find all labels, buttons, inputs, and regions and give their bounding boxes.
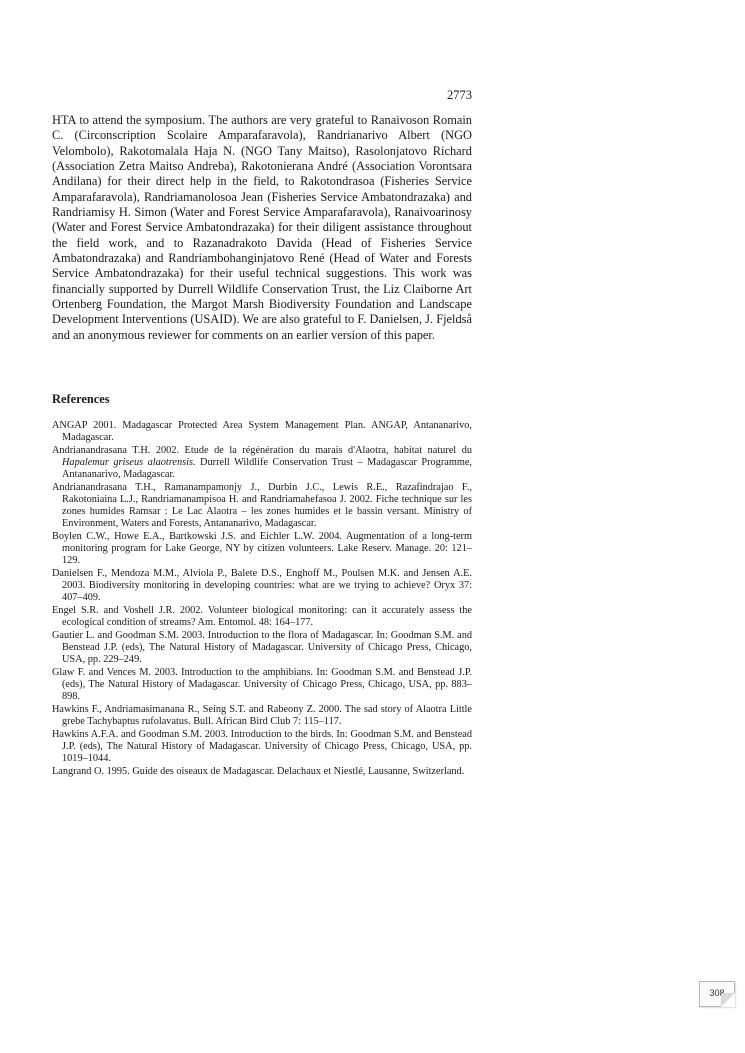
reference-text: Durrell Wildlife Conservation Trust – Madagascar Programme, Antananarivo, Madagascar. — [62, 456, 472, 480]
folio-page-tag: 308 — [699, 981, 735, 1007]
reference-item-langrand-1995: Langrand O. 1995. Guide des oiseaux de Madagascar. Delachaux et Niestlé, Lausanne, Switzerland. — [52, 766, 465, 778]
references-heading: References — [52, 392, 110, 406]
reference-item-boylen-2004: Boylen C.W., Howe E.A., Bartkowski J.S. and Eichler L.W. 2004. Augmentation of a long-term monitoring program for Lake George, NY by citizen volunteers. Lake Reserv. Manage. 20: 121–129. — [52, 530, 472, 566]
reference-item-andrianandrasana-2002a — [52, 445, 472, 480]
page-number: 2773 — [447, 88, 472, 102]
reference-item-danielsen-2003: Danielsen F., Mendoza M.M., Alviola P., Balete D.S., Enghoff M., Poulsen M.K. and Jensen A.E. 2003. Biodiversity monitoring in developing countries: what are we trying to achieve? Oryx 37: 407–409. — [52, 567, 472, 603]
reference-item-hawkins-2003: Hawkins A.F.A. and Goodman S.M. 2003. Introduction to the birds. In: Goodman S.M. and Benstead J.P. (eds), The Natural History of Madagascar. University of Chicago Press, Chicago, USA, pp. 1019–1044. — [52, 729, 472, 764]
acknowledgements-paragraph: HTA to attend the symposium. The authors are very grateful to Ranaivoson Romain C. (Circonscription Scolaire Amparafaravola), Randrianarivo Albert (NGO Velombolo), Rakotomalala Haja N. (NGO Tany Maitso), Rasolonjatovo Richard (Association Zetra Maitso Andreba), Rakotonierana André (Association Vorontsara Andilana) for their direct help in the field, to Rakotondrasoa (Fisheries Service Amparafaravola), Randriamanolosoa Jean (Fisheries Service Ambatondrazaka) and Randriamisy H. Simon (Water and Forest Service Amparafaravola), Ranaivoarinosy (Water and Forest Service Ambatondrazaka) for their diligent assistance throughout the field work, and to Razanadrakoto Davida (Head of Fisheries Service Ambatondrazaka) and Randriambohanginjatovo René (Head of Water and Forests Service Ambatondrazaka) for their useful technical suggestions. This work was financially supported by Durrell Wildlife Conservation Trust, the Liz Claiborne Art Ortenberg Foundation, the Margot Marsh Biodiversity Foundation and Landscape Development Interventions (USAID). We are also grateful to F. Danielsen, J. Fjeldså and an anonymous reviewer for comments on an earlier version of this paper. — [52, 113, 472, 342]
reference-item-engel-2002: Engel S.R. and Voshell J.R. 2002. Volunteer biological monitoring: can it accurately assess the ecological condition of streams? Am. Entomol. 48: 164–177. — [52, 604, 472, 628]
reference-text: Andrianandrasana T.H. 2002. Etude de la régénération du marais d'Alaotra, habitat naturel du — [52, 445, 472, 457]
reference-list — [52, 420, 472, 780]
reference-item-angap-2001: ANGAP 2001. Madagascar Protected Area System Management Plan. ANGAP, Antananarivo, Madagascar. — [52, 420, 472, 443]
reference-item-hawkins-2000: Hawkins F., Andriamasimanana R., Seing S.T. and Rabeony Z. 2000. The sad story of Alaotra Little grebe Tachybaptus rufolavatus. Bull. African Bird Club 7: 115–117. — [52, 704, 472, 727]
reference-species-name: Hapalemur griseus alaotrensis. — [62, 456, 196, 468]
reference-item-gautier-2003: Gautier L. and Goodman S.M. 2003. Introduction to the flora of Madagascar. In: Goodman S.M. and Benstead J.P. (eds), The Natural History of Madagascar. University of Chicago Press, Chicago, USA, pp. 229–249. — [52, 630, 472, 665]
reference-item-glaw-2003: Glaw F. and Vences M. 2003. Introduction to the amphibians. In: Goodman S.M. and Benstead J.P. (eds), The Natural History of Madagascar. University of Chicago Press, Chicago, USA, pp. 883–898. — [52, 667, 472, 702]
reference-item-andrianandrasana-2002b: Andrianandrasana T.H., Ramanampamonjy J., Durbin J.C., Lewis R.E., Razafindrajao F., Rakotoniaina L.J., Randriamanampisoa H. and Randriamahefasoa J. 2002. Fiche technique sur les zones humides Ramsar : Le Lac Alaotra – les zones humides et le bassin versant. Ministry of Environment, Waters and Forests, Antananarivo, Madagascar. — [52, 482, 472, 529]
